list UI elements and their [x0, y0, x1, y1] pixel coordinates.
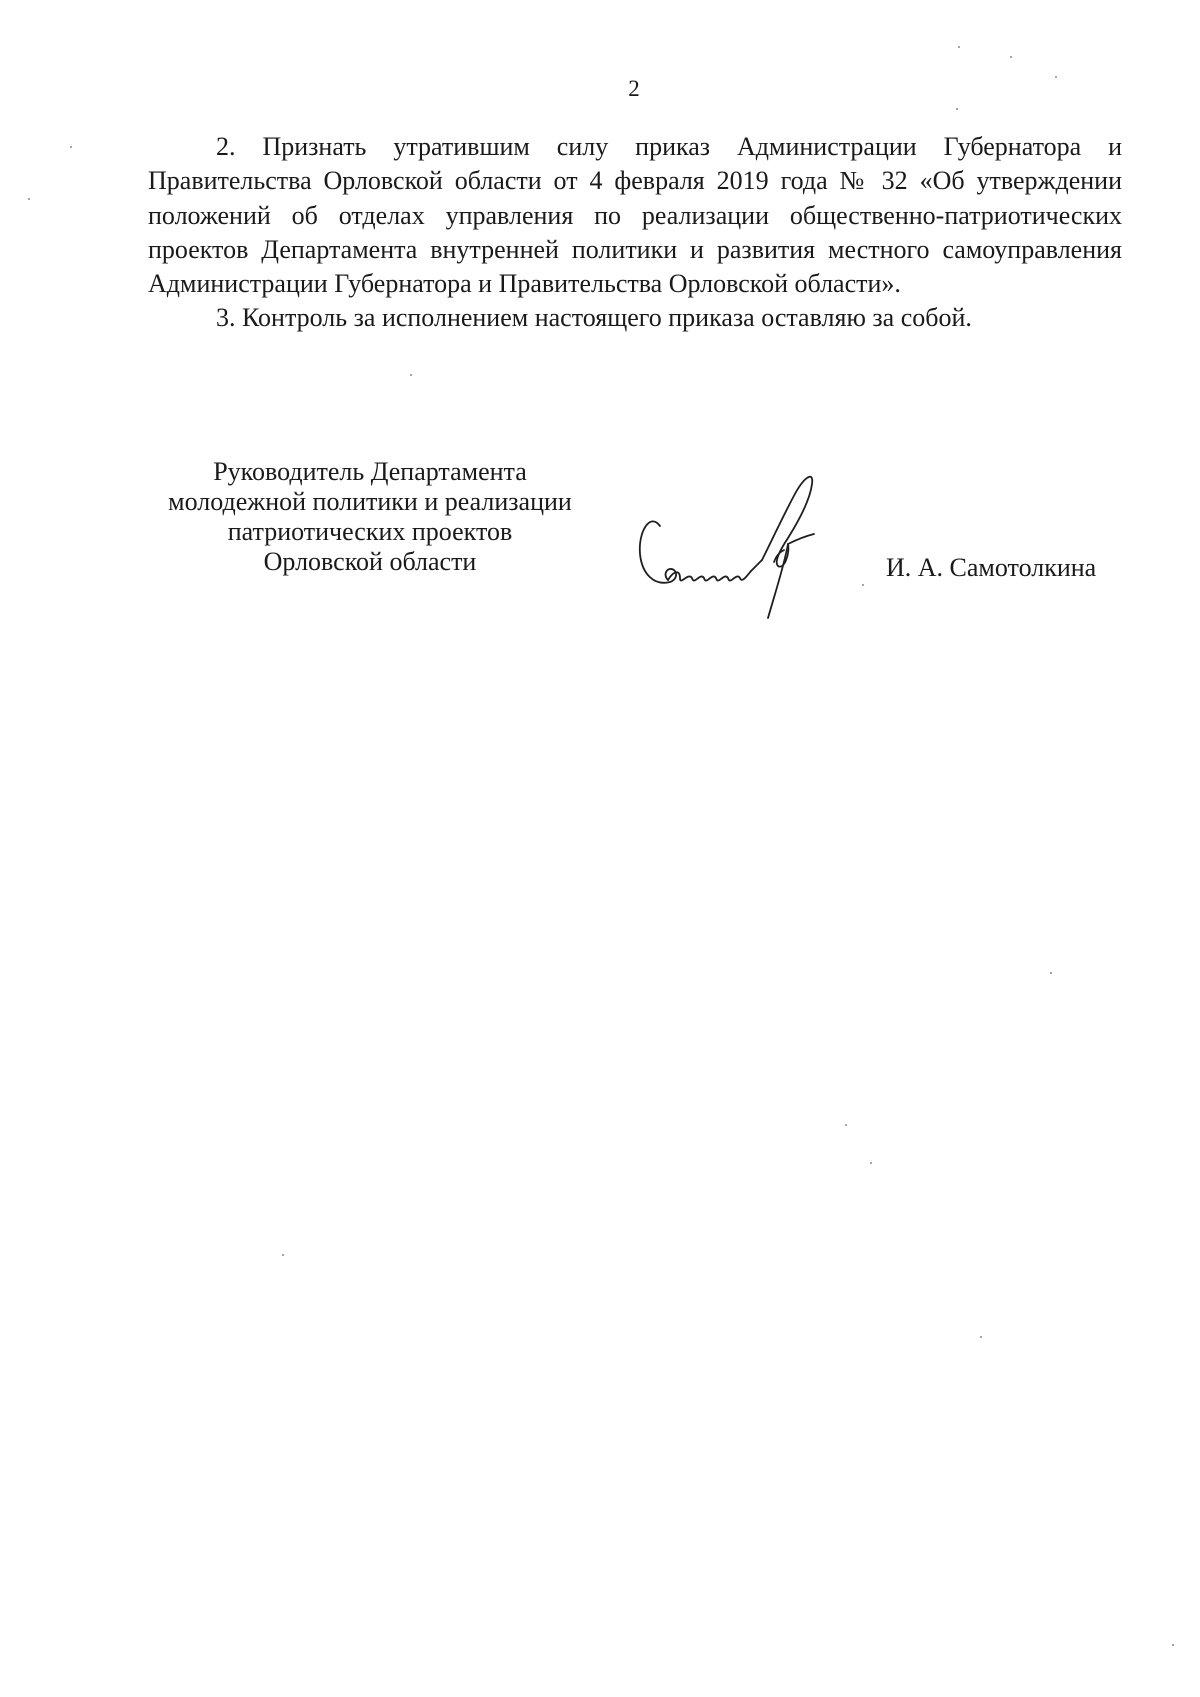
- signatory-line: Орловской области: [263, 547, 477, 576]
- scan-speck: [862, 584, 864, 586]
- signer-name: И. А. Самотолкина: [886, 553, 1097, 582]
- scan-speck: [870, 1162, 872, 1164]
- scan-speck: [1010, 56, 1012, 58]
- scan-speck: [28, 198, 30, 200]
- paragraph-item-2: 2. Признать утратившим силу приказ Администрации Губернатора и Правительства Орловской области от 4 февраля 2019 года № 32 «Об утверждении положений об отделах управления по реализации общественно-патриотических проектов Департамента внутренней политики и развития местного самоуправления Администрации Губернатора и Правительства Орловской области».: [148, 132, 1122, 299]
- scan-speck: [845, 1124, 847, 1126]
- signatory-line: патриотических проектов: [227, 517, 513, 546]
- paragraph-item-3: 3. Контроль за исполнением настоящего приказа оставляю за собой.: [216, 303, 972, 333]
- scan-speck: [956, 108, 958, 110]
- scan-speck: [958, 46, 960, 48]
- handwritten-signature: [638, 470, 848, 620]
- scan-speck: [410, 374, 412, 376]
- scan-speck: [1055, 76, 1057, 78]
- page-number: 2: [628, 76, 640, 101]
- signatory-line: Руководитель Департамента: [213, 457, 527, 486]
- document-body: [148, 130, 1122, 336]
- scan-speck: [282, 1254, 284, 1256]
- signatory-position: [140, 457, 600, 577]
- signatory-line: молодежной политики и реализации: [168, 487, 572, 516]
- scan-speck: [1050, 972, 1052, 974]
- scan-speck: [1172, 1644, 1174, 1646]
- scan-speck: [980, 1336, 982, 1338]
- scan-speck: [70, 146, 72, 148]
